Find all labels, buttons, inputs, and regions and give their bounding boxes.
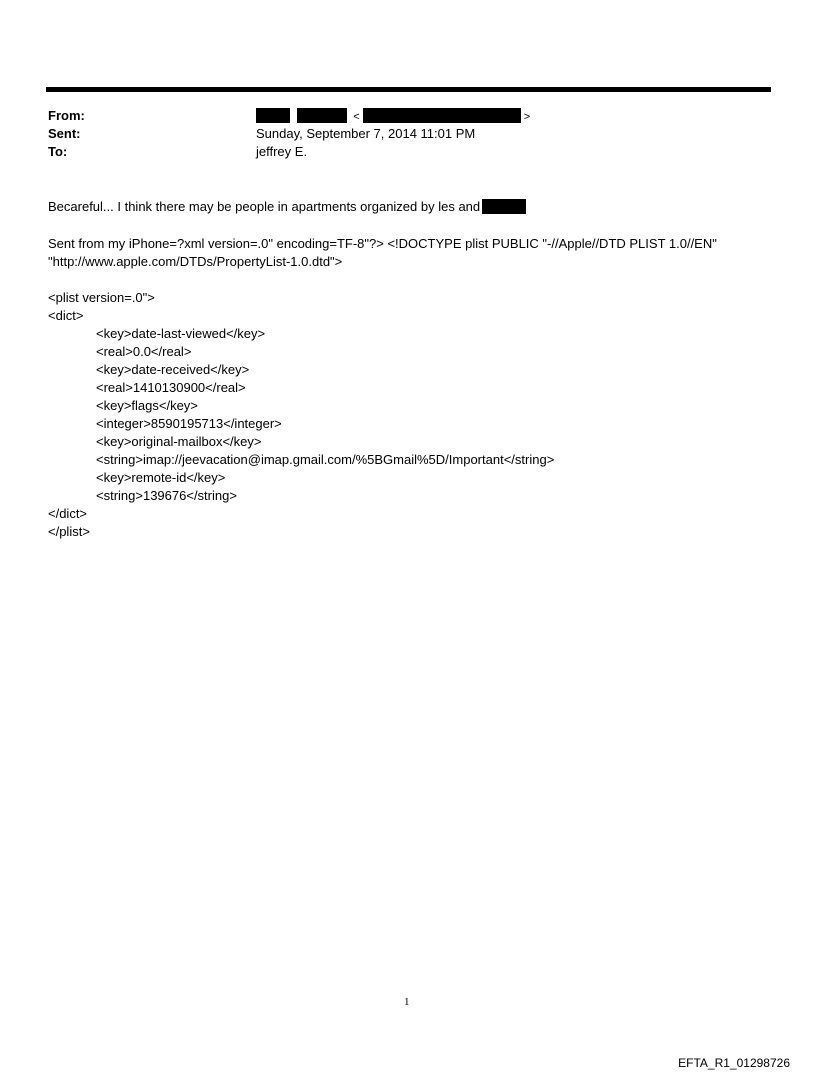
sent-value: Sunday, September 7, 2014 11:01 PM: [256, 126, 476, 141]
from-close-bracket: >: [523, 111, 531, 123]
to-label: To:: [48, 144, 68, 159]
plist-line: <key>date-last-viewed</key>: [96, 326, 266, 341]
dtd-line: "http://www.apple.com/DTDs/PropertyList-1.0.dtd">: [48, 254, 343, 269]
plist-line: <plist version=.0">: [48, 290, 155, 305]
plist-line: <dict>: [48, 308, 84, 323]
sent-from-line: Sent from my iPhone=?xml version=.0" encoding=TF-8"?> <!DOCTYPE plist PUBLIC "-//Apple//DTD PLIST 1.0//EN": [48, 236, 717, 251]
page-number: 1: [404, 996, 410, 1008]
plist-line: </dict>: [48, 506, 88, 521]
from-label: From:: [48, 108, 85, 123]
plist-line: <string>imap://jeevacation@imap.gmail.com/%5BGmail%5D/Important</string>: [96, 452, 555, 467]
message-text: Becareful... I think there may be people in apartments organized by les and: [48, 199, 481, 214]
plist-line: <key>remote-id</key>: [96, 470, 226, 485]
from-open-bracket: <: [353, 111, 360, 123]
plist-line: <real>1410130900</real>: [96, 380, 246, 395]
plist-line: <key>original-mailbox</key>: [96, 434, 262, 449]
document-id: EFTA_R1_01298726: [678, 1056, 790, 1070]
message-line: [48, 198, 526, 216]
header-rule: [46, 87, 771, 92]
redaction-block: [482, 199, 526, 214]
plist-line: <key>date-received</key>: [96, 362, 250, 377]
plist-line: <real>0.0</real>: [96, 344, 192, 359]
redaction-block: [256, 108, 290, 123]
redaction-block: [297, 108, 347, 123]
plist-line: </plist>: [48, 524, 90, 539]
plist-line: <string>139676</string>: [96, 488, 237, 503]
plist-line: <integer>8590195713</integer>: [96, 416, 282, 431]
from-value: [256, 108, 533, 125]
sent-label: Sent:: [48, 126, 81, 141]
plist-line: <key>flags</key>: [96, 398, 198, 413]
to-value: jeffrey E.: [256, 144, 308, 159]
plist-block: [48, 289, 554, 541]
redaction-block: [363, 108, 521, 123]
